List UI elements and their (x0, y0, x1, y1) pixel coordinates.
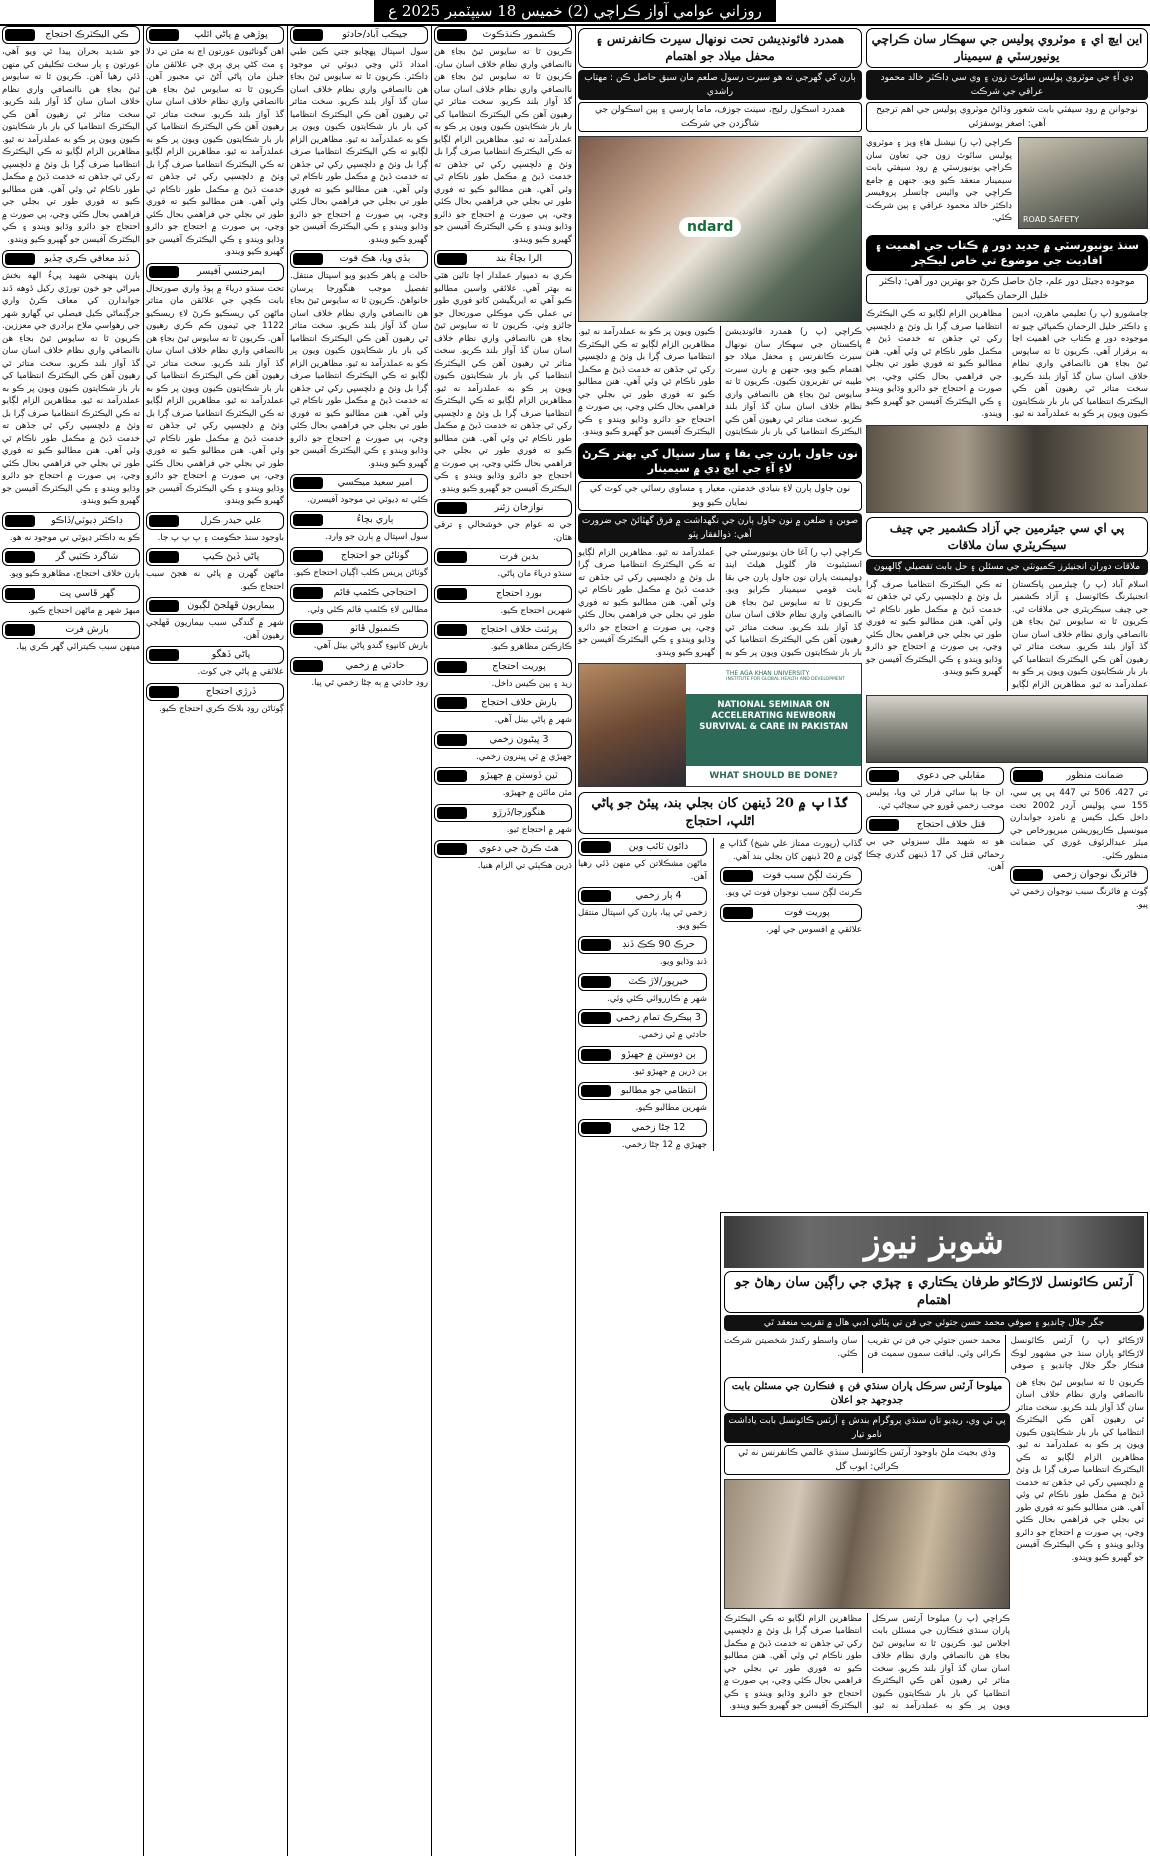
section-title: ضمانت منظور (1066, 770, 1124, 781)
news-brief (578, 936, 707, 969)
header-tab-block (581, 841, 611, 853)
section-header (578, 1082, 707, 1100)
section-title: گهر ڦاسي پت (59, 587, 115, 599)
header-tab-block (5, 588, 35, 600)
news-brief (434, 548, 572, 581)
section-header (434, 694, 572, 712)
section-body: اهن گوناڻيون عورتون اڄ به مٿن تي دلا ۽ مٽ کڻي ٻري ٻري جي علائقن مان جبلن مان پاڻي آڻڻ تي مجبور آهن. ڪريون ٿا ته سايوس ٿيڻ بجاءِ هن ناانصافي واري نظام خلاف اسان سان گڏ آواز بلند ڪريو. سخت متاثر ٿي رهيون آهن ڪي اليڪٽرڪ انتظاميا کي بار بار شڪايتون ڪيون ويون پر ڪو به عملدرآمد نه ٿيو. مظاهرين الزام لڳايو ته ڪي اليڪٽرڪ انتظاميا صرف ڳرا بل وٺڻ ۾ دلچسپي رکي ٿي جڏهن ته خدمت ڏيڻ ۾ مڪمل طور ناڪام ٿي وئي آهي. هنن مطالبو ڪيو ته فوري طور تي بجلي جي فراهمي بحال ڪئي وڃي، ٻي صورت ۾ احتجاج جو دائرو وڌايو ويندو ۽ ڪي اليڪٽرڪ آفيسن جو گهيرو ڪيو ويندو. (146, 47, 284, 257)
headline-sindh-university: سنڌ يونيورسٽي ۾ جديد دور ۾ ڪتاب جي اهميت ۽ افاديت جي موضوع تي خاص ليڪچر (866, 235, 1148, 271)
section-header (146, 597, 284, 615)
news-brief (434, 694, 572, 727)
header-tab-block (149, 29, 179, 41)
lower-area (578, 838, 862, 1151)
section-title: بيماريون ڦهلجڻ لڳيون (187, 600, 275, 611)
section-title: بارش خلاف احتجاج (481, 697, 557, 708)
story-sindh-university-body: ڄامشورو (پ ر) تعليمي ماهرن، اديبن ۽ ڊاڪٽر خليل الرحمان ڪمپاڻي چيو ته موجوده دور ۾ ڪتاب جي اهميت اڃا به برقرار آهي. ڪريون ٿا ته سايوس ٿيڻ بجاءِ هن ناانصافي واري نظام خلاف اسان سان گڏ آواز بلند ڪريو. سخت متاثر ٿي رهيون آهن ڪي اليڪٽرڪ انتظاميا کي بار بار شڪايتون ڪيون ويون پر ڪو به عملدرآمد نه ٿيو. مظاهرين الزام لڳايو ته ڪي اليڪٽرڪ انتظاميا صرف ڳرا بل وٺڻ ۾ دلچسپي رکي ٿي جڏهن ته خدمت ڏيڻ ۾ مڪمل طور ناڪام ٿي وئي آهي. هنن مطالبو ڪيو ته فوري طور تي بجلي جي فراهمي بحال ڪئي وڃي، ٻي صورت ۾ احتجاج جو دائرو وڌايو ويندو ۽ ڪي اليڪٽرڪ آفيسن جو گهيرو ڪيو ويندو. (866, 309, 1148, 419)
seminar-banner (686, 664, 861, 786)
section-header (2, 26, 140, 44)
header-tab-block (581, 1122, 611, 1134)
headline-arts-council: آرٽس ڪائونسل لاڙڪاڻو طرفان يڪتاري ۽ چپڙي جي راڳين سان رهاڻ جو اهتمام (724, 1271, 1144, 1313)
section-header (720, 867, 862, 885)
header-tab-block (437, 588, 467, 600)
news-brief (146, 597, 284, 642)
header-tab-block (1013, 869, 1043, 881)
header-tab-block (293, 623, 323, 635)
section-body: ميهڙ شهر ۾ ماڻهن احتجاج ڪيو. (28, 605, 140, 616)
section-header (578, 1046, 707, 1064)
section-title: نوازخان زئنر (494, 502, 544, 513)
section-title: ٻڏي ويا، هڪ فوت (339, 253, 411, 264)
section-header (578, 936, 707, 954)
header-tab-block (437, 551, 467, 563)
section-body: شهر ۾ گندگي سبب بيماريون ڦهلجي رهيون آهن. (146, 618, 284, 641)
section-header (290, 657, 428, 675)
side-sections-right (1010, 767, 1148, 911)
section-title: پوريت فوت (784, 906, 830, 918)
section-title: قتل خلاف احتجاج (916, 819, 986, 830)
section-body: سنڌو درياءَ مان پاڻي. (497, 569, 572, 579)
section-title: 3 ٻيڪرڪ تمام زخمي (616, 1012, 701, 1023)
section-body: علائقي ۾ افسوس جي لهر. (766, 924, 862, 935)
news-brief (434, 621, 572, 654)
section-body: شهرين مطالبو ڪيو. (635, 1103, 707, 1113)
story-newborn-body: ڪراچي (پ ر) آغا خان يونيورسٽي جي انسٽيٽيوٽ فار گلوبل هيلٿ اينڊ ڊولپمينٽ پاران نون جاول ٻارن جي بقا بابت قومي سيمينار ڪرايو ويو. ڪريون ٿا ته سايوس ٿيڻ بجاءِ هن ناانصافي واري نظام خلاف اسان سان گڏ آواز بلند ڪريو. سخت متاثر ٿي رهيون آهن ڪي اليڪٽرڪ انتظاميا کي بار بار شڪايتون ڪيون ويون پر ڪو به عملدرآمد نه ٿيو. مظاهرين الزام لڳايو ته ڪي اليڪٽرڪ انتظاميا صرف ڳرا بل وٺڻ ۾ دلچسپي رکي ٿي جڏهن ته خدمت ڏيڻ ۾ مڪمل طور ناڪام ٿي وئي آهي. هنن مطالبو ڪيو ته فوري طور تي بجلي جي فراهمي بحال ڪئي وڃي، ٻي صورت ۾ احتجاج جو دائرو وڌايو ويندو ۽ ڪي اليڪٽرڪ آفيسن جو گهيرو ڪيو ويندو. (578, 547, 862, 658)
header-tab-block (723, 907, 753, 919)
news-brief (578, 1082, 707, 1115)
section-title: فائرنگ نوجوان زخمي (1052, 869, 1138, 880)
header-tab-block (149, 600, 179, 612)
masthead-title: روزاني عوامي آواز ڪراچي (2) خميس 18 سيپٽمبر 2025 ع (374, 0, 776, 22)
section-body: باوجود سنڌ حڪومت ۽ پ پ پ جا. (157, 532, 284, 543)
news-brief (434, 26, 572, 246)
section-title: خيرپور/لاڙ ڪٽ (628, 975, 689, 987)
banner-title: NATIONAL SEMINAR ON ACCELERATING NEWBORN SURVIVAL & CARE IN PAKISTAN (686, 694, 861, 766)
section-header (434, 548, 572, 566)
section-body: ڏنڊ وڌايو ويو. (659, 957, 707, 967)
news-brief (2, 512, 140, 545)
section-title: ڪرنٽ لڳڻ سبب فوت (762, 870, 852, 881)
header-tab-block (5, 624, 35, 636)
header-tab-block (149, 515, 179, 527)
header-tab-block (5, 551, 35, 563)
header-tab-block (581, 976, 611, 988)
news-brief (146, 26, 284, 259)
section-body: روڊ حادثي ۾ ٻه ڄڻا زخمي ٿي پيا. (311, 677, 428, 688)
news-brief (146, 683, 284, 716)
story-nha-body: ڪراچي (پ ر) نيشنل هاءِ ويز ۽ موٽروي پوليس سائوٿ زون جي تعاون سان ڪراچي يونيورسٽي ۾ روڊ سيفٽي بابت سيمينار منعقد ڪيو ويو. جنهن ۾ جامع ڪراچي جي وائيس چانسلر پروفيسر ڊاڪٽر خالد محمود عراقي ۽ ٻين شرڪت ڪئي. (866, 138, 1012, 223)
gadap-column (720, 838, 862, 1151)
header-tab-block (293, 550, 323, 562)
section-body: تي 427، 506 تي 447 پي پي سي، 155 سي پوليس آرڊر 2002 تحت داخل ڪيل ڪيس ۾ نامزد جوابدارن ميونسپل ڪارپوريشن ميرپورخاص جي ميئر عبدالرئوف غوري کي ضمانت منظور ڪئي. (1010, 788, 1148, 861)
header-tab-block (437, 29, 467, 41)
story-pec-body: اسلام آباد (پ ر) چيئرمين پاڪستان انجنيئرنگ ڪائونسل ۽ آزاد ڪشمير جي چيف سيڪريٽري جي ملاقات ٿي. ڪريون ٿا ته سايوس ٿيڻ بجاءِ هن ناانصافي واري نظام خلاف اسان سان گڏ آواز بلند ڪريو. سخت متاثر ٿي رهيون آهن ڪي اليڪٽرڪ انتظاميا کي بار بار شڪايتون ڪيون ويون پر ڪو به عملدرآمد نه ٿيو. مظاهرين الزام لڳايو ته ڪي اليڪٽرڪ انتظاميا صرف ڳرا بل وٺڻ ۾ دلچسپي رکي ٿي جڏهن ته خدمت ڏيڻ ۾ مڪمل طور ناڪام ٿي وئي آهي. هنن مطالبو ڪيو ته فوري طور تي بجلي جي فراهمي بحال ڪئي وڃي، ٻي صورت ۾ احتجاج جو دائرو وڌايو ويندو ۽ ڪي اليڪٽرڪ آفيسن جو گهيرو ڪيو ويندو. (866, 579, 1148, 690)
section-body: ماڻهن گهرن ۾ پاڻي نه هجڻ سبب احتجاج ڪيو. (146, 569, 284, 592)
section-title: بارش فرت (65, 624, 109, 635)
section-title: ايمرجنسي آفيسر (197, 265, 265, 277)
section-header (578, 887, 707, 905)
section-title: ڏرڙي احتجاج (205, 685, 257, 697)
header-tab-block (149, 551, 179, 563)
headline-hamdard: همدرد فائونڊيشن تحت نونهال سيرت ڪانفرنس ۽ محفل ميلاد جو اهتمام (578, 28, 862, 68)
section-header (290, 547, 428, 565)
section-header (290, 474, 428, 492)
section-header (434, 621, 572, 639)
news-brief (146, 263, 284, 508)
section-header (2, 621, 140, 639)
lower-column-sections (578, 838, 707, 1151)
section-body: ڪري به ذميوار عملدار اچا تائين هٽي نه بهتر آهي. علائقي واسين مطالبو ڪيو آهي ته ايريگيشن کاتو فوري طور تي عملي ڪي موڪلي صورتحال جو جائزو وٺي. ڪريون ٿا ته سايوس ٿيڻ بجاءِ هن ناانصافي واري نظام خلاف اسان سان گڏ آواز بلند ڪريو. سخت متاثر ٿي رهيون آهن ڪي اليڪٽرڪ انتظاميا کي بار بار شڪايتون ڪيون ويون پر ڪو به عملدرآمد نه ٿيو. مظاهرين الزام لڳايو ته ڪي اليڪٽرڪ انتظاميا صرف ڳرا بل وٺڻ ۾ دلچسپي رکي ٿي جڏهن ته خدمت ڏيڻ ۾ مڪمل طور ناڪام ٿي وئي آهي. هنن مطالبو ڪيو ته فوري طور تي بجلي جي فراهمي بحال ڪئي وڃي، ٻي صورت ۾ احتجاج جو دائرو وڌايو ويندو ۽ ڪي اليڪٽرڪ آفيسن جو گهيرو ڪيو ويندو. (434, 271, 572, 494)
section-title: ڪي اليڪٽرڪ احتجاج (45, 29, 129, 40)
section-header (434, 26, 572, 44)
section-header (434, 585, 572, 603)
section-body: بارش کانپوءِ گندو پاڻي بيٺل آهي. (313, 641, 428, 651)
section-header (146, 548, 284, 566)
section-header (290, 620, 428, 638)
section-body: جهيڙي ۾ 12 ڄڻا زخمي. (621, 1139, 707, 1150)
news-brief (290, 547, 428, 580)
header-tab-block (5, 29, 35, 41)
section-title: ٻاري بچاءُ (356, 513, 394, 525)
subhead-melucha-2: وڏي بجيٽ ملڻ باوجود آرٽس ڪائونسل سنڌي عالمي ڪانفرنس نه ٿي ڪرائي: ايوب گل (724, 1445, 1010, 1475)
news-column (434, 26, 572, 873)
news-brief (578, 1119, 707, 1152)
news-brief (290, 620, 428, 653)
divider (713, 838, 714, 1151)
section-header (1010, 866, 1148, 884)
column-hamdard (578, 28, 862, 1151)
section-body: جي ته عوام جي خوشحالي ۽ ترقي هٽان. (434, 520, 572, 543)
news-brief (146, 548, 284, 593)
section-title: 12 ڄڻا زخمي (631, 1121, 686, 1133)
section-header (290, 26, 428, 44)
section-title: الرا بچاءُ بند (495, 253, 543, 264)
section-title: مقابلي جي دعوي (916, 770, 986, 781)
section-body: زيد ۽ ٻين ڪيس داخل. (491, 678, 572, 689)
news-brief (434, 804, 572, 837)
news-brief (720, 904, 862, 937)
news-brief (290, 511, 428, 544)
section-title: ٽين ڏوستن ۾ جهيڙو (480, 770, 558, 781)
photo-hamdard-conference (578, 136, 862, 322)
section-title: علي حيدر ڪرل (200, 514, 262, 526)
section-body: علائقي ۾ پاڻي جي کوٽ. (197, 667, 284, 677)
header-tab-block (293, 660, 323, 672)
section-title: بدين فرت (499, 551, 539, 562)
news-brief (2, 548, 140, 581)
subhead-pec: ملاقات دوران انجنيئرز ڪميونٽي جي مسئلن ۽ حل بابت تفصيلي ڳالهيون (866, 559, 1148, 575)
section-header (578, 1119, 707, 1137)
banner-question: WHAT SHOULD BE DONE? (709, 771, 838, 781)
section-title: ڏنڊ معافي ڪري ڇڏيو (44, 253, 130, 264)
section-header (2, 512, 140, 530)
hamdard-logo-text: ndard (679, 217, 741, 237)
section-body: شهر ۾ پاڻي بيٺل آهي. (494, 715, 572, 725)
section-header (290, 584, 428, 602)
section-header (720, 904, 862, 922)
section-header (434, 250, 572, 268)
section-body: سول اسپتال پهچايو جتي ڪين طبي امداد ڏئي وڃي ڊيوٽي تي موجود ڊاڪٽر. ڪريون ٿا ته سايوس ٿيڻ بجاءِ هن ناانصافي واري نظام خلاف اسان سان گڏ آواز بلند ڪريو. سخت متاثر ٿي رهيون آهن ڪي اليڪٽرڪ انتظاميا کي بار بار شڪايتون ڪيون ويون پر ڪو به عملدرآمد نه ٿيو. مظاهرين الزام لڳايو ته ڪي اليڪٽرڪ انتظاميا صرف ڳرا بل وٺڻ ۾ دلچسپي رکي ٿي جڏهن ته خدمت ڏيڻ ۾ مڪمل طور ناڪام ٿي وئي آهي. هنن مطالبو ڪيو ته فوري طور تي بجلي جي فراهمي بحال ڪئي وڃي، ٻي صورت ۾ احتجاج جو دائرو وڌايو ويندو ۽ ڪي اليڪٽرڪ آفيسن جو گهيرو ڪيو ويندو. (290, 47, 428, 245)
section-header (290, 511, 428, 529)
showbiz-banner: شوبز نيوز (724, 1216, 1144, 1268)
section-body: زخمي ٿي پيا، ٻارن کي اسپتال منتقل ڪيو ويو. (578, 908, 707, 931)
news-brief (866, 816, 1004, 874)
news-brief (434, 499, 572, 544)
section-body: ماڻهن مشڪلاتن کي منهن ڏئي رهيا آهن. (578, 859, 707, 882)
speaker-image (579, 664, 686, 786)
photo-police-officer (1018, 137, 1148, 229)
section-title: بورڊ احتجاج (496, 587, 542, 599)
header-tab-block (581, 1049, 611, 1061)
section-header (434, 499, 572, 517)
section-title: شاگرد ڪٽيي گر (55, 551, 119, 562)
news-brief (2, 26, 140, 246)
banner-org-sub: INSTITUTE FOR GLOBAL HEALTH AND DEVELOPMENT (726, 677, 845, 682)
lower-right-sections (720, 867, 862, 936)
section-title: حادثي ۾ زخمي (345, 659, 405, 671)
subhead-hamdard-2: همدرد اسڪول رليج، سينٽ جوزف، ماما پارسي ۽ ٻين اسڪولن جي شاگردن جي شرڪت (578, 102, 862, 132)
section-header (434, 804, 572, 822)
column-divider (431, 26, 432, 1856)
subhead-nha-2: نوجوانن ۾ روڊ سيفٽي بابت شعور وڌائڻ موٽروي پوليس جي اهم ترجيح آهي: اصغر يوسفزئي (866, 102, 1148, 132)
header-tab-block (581, 890, 611, 902)
section-title: هٿ ڪرڻ جي دعوي (479, 843, 559, 854)
headline-melucha-arts: ميلوحا آرٽس سرڪل پاران سنڌي فن ۽ فنڪارن جي مسئلن بابت جدوجهد جو اعلان (724, 1377, 1010, 1411)
news-brief (2, 621, 140, 654)
section-body: شهرين احتجاج ڪيو. (500, 605, 572, 616)
column-divider (575, 26, 576, 1856)
header-tab-block (293, 29, 323, 41)
section-header (434, 767, 572, 785)
subhead-arts-council: جگر جلال چانڊيو ۽ صوفي محمد حسن جتوئي جي فن تي پٽائي ادبي هال ۾ تقريب منعقد ٿي (724, 1315, 1144, 1331)
section-header (146, 512, 284, 530)
section-header (146, 646, 284, 664)
header-tab-block (149, 649, 179, 661)
section-title: احتجاجي ڪئمپ قائم (333, 586, 417, 598)
headline-newborn-seminar: نون جاول ٻارن جي بقا ۽ سار سنڀال کي بهتر ڪرڻ لاءِ آءِ جي ايڇ ڊي ۾ سيمينار (578, 443, 862, 479)
header-tab-block (437, 661, 467, 673)
section-header (2, 548, 140, 566)
subhead-melucha-1: پي ٽي وي، ريڊيو تان سنڌي پروگرام بندش ۽ آرٽس ڪائونسل بابت ياداشت نامو تيار (724, 1413, 1010, 1443)
photo-caption-text: ROAD SAFETY (1023, 215, 1080, 224)
news-column (2, 26, 140, 654)
section-header (146, 263, 284, 281)
section-title: دائون ٽائب وين (628, 841, 689, 852)
subhead-newborn-1: نون جاول ٻارن لاءِ بنيادي خدمتن، معيار ۽ مساوي رسائي جي کوٽ کي نمايان ڪيو ويو (578, 481, 862, 511)
showbiz-section (720, 1212, 1148, 1717)
section-header (2, 585, 140, 603)
story-hamdard-body: ڪراچي (پ ر) همدرد فائونڊيشن پاڪستان جي سهڪار سان نونهال سيرت ڪانفرنس ۽ محفل ميلاد جو اهتمام ڪيو ويو، جنهن ۾ ٻارن سيرت طيبه تي تقريرون ڪيون. ڪريون ٿا ته سايوس ٿيڻ بجاءِ هن ناانصافي واري نظام خلاف اسان سان گڏ آواز بلند ڪريو. سخت متاثر ٿي رهيون آهن ڪي اليڪٽرڪ انتظاميا کي بار بار شڪايتون ڪيون ويون پر ڪو به عملدرآمد نه ٿيو. مظاهرين الزام لڳايو ته ڪي اليڪٽرڪ انتظاميا صرف ڳرا بل وٺڻ ۾ دلچسپي رکي ٿي جڏهن ته خدمت ڏيڻ ۾ مڪمل طور ناڪام ٿي وئي آهي. هنن مطالبو ڪيو ته فوري طور تي بجلي جي فراهمي بحال ڪئي وڃي، ٻي صورت ۾ احتجاج جو دائرو وڌايو ويندو ۽ ڪي اليڪٽرڪ آفيسن جو گهيرو ڪيو ويندو. (578, 327, 862, 437)
header-tab-block (293, 587, 323, 599)
headline-nha: اين ايچ اي ۽ موٽروي پوليس جي سهڪار سان ڪراچي يونيورسٽي ۾ سيمينار (866, 28, 1148, 68)
section-body: ٻارن خلاف احتجاج، مظاهرو ڪيو ويو. (8, 569, 140, 579)
section-title: حرڪ 90 ڪڪ ڏنڊ (622, 939, 695, 950)
column-divider (287, 26, 288, 1856)
news-brief (434, 767, 572, 800)
section-body: ڌرين هڪٻئي تي الزام هنيا. (477, 861, 572, 871)
section-title: ڊاڪٽر ڊيوٽي/ڏاڪو (51, 514, 123, 526)
subhead-hamdard-1: ٻارن کي گهرجي ته هو سيرت رسول صلعم مان سبق حاصل ڪن : مهتاب راشدي (578, 70, 862, 100)
news-brief (434, 731, 572, 764)
header-tab-block (437, 502, 467, 514)
news-column (290, 26, 428, 689)
story-arts-council-body: لاڙڪاڻو (پ ر) آرٽس ڪائونسل لاڙڪاڻو پاران سنڌ جي مشهور لوڪ فنڪار جگر جلال چانڊيو ۽ صوفي محمد حسن جتوئي جي فن تي تقريب ڪرائي وئي. لياقت سمون سميت فن سان واسطو رکندڙ شخصيتن شرڪت ڪئي. (724, 1336, 1144, 1371)
news-brief (866, 767, 1004, 812)
photo-artists-meeting (724, 1479, 1010, 1609)
section-title: پاڻي ڏيڻ ڪيپ (202, 551, 260, 562)
subhead-sindh-university: موجوده ڊجيٽل دور علم، ڄاڻ حاصل ڪرڻ جو بهترين دور آهي: ڊاڪٽر خليل الرحمان ڪمپاڻي (866, 274, 1148, 304)
section-title: پوريت احتجاج (492, 660, 546, 672)
section-header (1010, 767, 1148, 785)
news-brief (434, 840, 572, 873)
section-body: ڳوٺ ۾ فائرنگ سبب نوجوان زخمي ٿي پيو. (1010, 887, 1148, 910)
section-body: مينهن سبب ڪيترائي گهر ڪري پيا. (16, 642, 140, 652)
section-body: تحت سنڌو درياءَ ۾ ٻوڏ واري صورتحال بابت ڪچي جي علائقن مان متاثر ماڻهن کي ريسڪيو ڪرڻ لاءِ ريسڪيو 1122 جي ٽيمون ڪم ڪري رهيون آهن. ڪريون ٿا ته سايوس ٿيڻ بجاءِ هن ناانصافي واري نظام خلاف اسان سان گڏ آواز بلند ڪريو. سخت متاثر ٿي رهيون آهن ڪي اليڪٽرڪ انتظاميا کي بار بار شڪايتون ڪيون ويون پر ڪو به عملدرآمد نه ٿيو. مظاهرين الزام لڳايو ته ڪي اليڪٽرڪ انتظاميا صرف ڳرا بل وٺڻ ۾ دلچسپي رکي ٿي جڏهن ته خدمت ڏيڻ ۾ مڪمل طور ناڪام ٿي وئي آهي. هنن مطالبو ڪيو ته فوري طور تي بجلي جي فراهمي بحال ڪئي وڃي، ٻي صورت ۾ احتجاج جو دائرو وڌايو ويندو ۽ ڪي اليڪٽرڪ آفيسن جو گهيرو ڪيو ويندو. (146, 283, 284, 506)
photo-lecture-audience (866, 425, 1148, 513)
section-body: ٻن ڌرين ۾ جهيڙو ٿيو. (632, 1066, 707, 1077)
section-title: گوٺاڻن جو احتجاج (340, 550, 410, 561)
section-title: امير سعيد ميڪسي (337, 477, 413, 488)
news-brief (290, 657, 428, 690)
header-tab-block (5, 253, 35, 265)
section-title: پاڻي ڏهگو (211, 649, 251, 660)
section-body: شهر ۾ ڪارروائي ڪئي وئي. (607, 993, 707, 1004)
news-column (146, 26, 284, 715)
section-body: ڪارڪنن مظاهرو ڪيو. (490, 642, 572, 652)
news-brief (720, 867, 862, 900)
header-tab-block (293, 514, 323, 526)
section-header (578, 973, 707, 991)
header-tab-block (869, 819, 899, 831)
photo-meeting (866, 695, 1148, 763)
headline-gadap: گڏاپ ۾ 20 ڏينهن کان بجلي بند، پيئڻ جو پاڻي اٿلپ، احتجاج (578, 792, 862, 834)
section-title: ٻن دوستن ۾ جهيڙو (621, 1048, 696, 1060)
header-tab-block (869, 770, 899, 782)
section-title: هنگورجا/ڏرڙو (492, 806, 546, 818)
section-body: ڪئي ته ڊيوٽي تي موجود آفيسرن. (307, 495, 428, 505)
header-tab-block (149, 266, 179, 278)
section-body: مٽن مائٽن ۾ جهيڙو. (502, 788, 572, 798)
section-body: جهيڙي ۾ ٽي ڀينرون زخمي. (476, 751, 572, 762)
news-brief (146, 512, 284, 545)
news-brief (2, 250, 140, 508)
story-gadap-body: گڏاپ (رپورٽ ممتاز علي شيخ) گڏاپ ۾ ڳوٺن ۾ 20 ڏينهن کان بجلي بند آهي. (720, 839, 862, 862)
section-body: ان جا ٻيا ساٿي فرار ٿي ويا، پوليس موجب زخمي ڦورو جي سڃاڻپ ٿي. (866, 788, 1004, 811)
section-body: جو شديد بحران پيدا ٿي ويو آهي، عورتون ۽ ٻار سخت تڪليفن کي منهن ڏئي رهيا آهن. ڪريون ٿا ته سايوس ٿيڻ بجاءِ هن ناانصافي واري نظام خلاف اسان سان گڏ آواز بلند ڪريو. سخت متاثر ٿي رهيون آهن ڪي اليڪٽرڪ انتظاميا کي بار بار شڪايتون ڪيون ويون پر ڪو به عملدرآمد نه ٿيو. مظاهرين الزام لڳايو ته ڪي اليڪٽرڪ انتظاميا صرف ڳرا بل وٺڻ ۾ دلچسپي رکي ٿي جڏهن ته خدمت ڏيڻ ۾ مڪمل طور ناڪام ٿي وئي آهي. هنن مطالبو ڪيو ته فوري طور تي بجلي جي فراهمي بحال ڪئي وڃي، ٻي صورت ۾ احتجاج جو دائرو وڌايو ويندو ۽ ڪي اليڪٽرڪ آفيسن جو گهيرو ڪيو ويندو. (2, 47, 140, 245)
section-body: مطالبن لاءِ ڪئمپ قائم ڪئي وئي. (307, 604, 428, 615)
header-tab-block (1013, 770, 1043, 782)
section-title: ڪشمور ڪنڌڪوٽ (482, 29, 556, 40)
header-tab-block (437, 624, 467, 636)
section-title: انتظامي جو مطالبو (620, 1085, 697, 1096)
headline-pec: پي اي سي جيئرمين جي آزاد ڪشمير جي چيف سيڪريٽري سان ملاقات (866, 517, 1148, 557)
subhead-nha-1: ڊي آءِ جي موٽروي پوليس سائوٿ زون ۽ وي سي ڊاڪٽر خالد محمود عراقي جي شرڪت (866, 70, 1148, 100)
section-body: ڪو به ڊاڪٽر ڊيوٽي تي موجود نه هو. (9, 532, 140, 543)
news-brief (1010, 767, 1148, 862)
section-header (578, 1009, 707, 1027)
news-brief (434, 250, 572, 495)
header-tab-block (437, 697, 467, 709)
header-tab-block (5, 515, 35, 527)
header-tab-block (437, 734, 467, 746)
header-tab-block (581, 939, 611, 951)
news-brief (290, 250, 428, 470)
news-brief (578, 838, 707, 883)
section-body: حالت ۾ ٻاهر ڪڍيو ويو اسپتال منتقل. تفصيل موجب هنگورجا پرسان خانواهڻ. ڪريون ٿا ته سايوس ٿيڻ بجاءِ هن ناانصافي واري نظام خلاف اسان سان گڏ آواز بلند ڪريو. سخت متاثر ٿي رهيون آهن ڪي اليڪٽرڪ انتظاميا کي بار بار شڪايتون ڪيون ويون پر ڪو به عملدرآمد نه ٿيو. مظاهرين الزام لڳايو ته ڪي اليڪٽرڪ انتظاميا صرف ڳرا بل وٺڻ ۾ دلچسپي رکي ٿي جڏهن ته خدمت ڏيڻ ۾ مڪمل طور ناڪام ٿي وئي آهي. هنن مطالبو ڪيو ته فوري طور تي بجلي جي فراهمي بحال ڪئي وڃي، ٻي صورت ۾ احتجاج جو دائرو وڌايو ويندو ۽ ڪي اليڪٽرڪ آفيسن جو گهيرو ڪيو ويندو. (290, 271, 429, 469)
header-tab-block (437, 770, 467, 782)
news-brief (2, 585, 140, 618)
section-body: ڪريون ٿا ته سايوس ٿيڻ بجاءِ هن ناانصافي واري نظام خلاف اسان سان. ڪريون ٿا ته سايوس ٿيڻ بجاءِ هن ناانصافي واري نظام خلاف اسان سان گڏ آواز بلند ڪريو. سخت متاثر ٿي رهيون آهن ڪي اليڪٽرڪ انتظاميا کي بار بار شڪايتون ڪيون ويون پر ڪو به عملدرآمد نه ٿيو. مظاهرين الزام لڳايو ته ڪي اليڪٽرڪ انتظاميا صرف ڳرا بل وٺڻ ۾ دلچسپي رکي ٿي جڏهن ته خدمت ڏيڻ ۾ مڪمل طور ناڪام ٿي وئي آهي. هنن مطالبو ڪيو ته فوري طور تي بجلي جي فراهمي بحال ڪئي وڃي، ٻي صورت ۾ احتجاج جو دائرو وڌايو ويندو ۽ ڪي اليڪٽرڪ آفيسن جو گهيرو ڪيو ويندو. (434, 47, 572, 245)
section-title: 4 ٻار زخمي (635, 890, 682, 901)
news-brief (578, 1046, 707, 1079)
section-body: ڳوٺاڻن روڊ بلاڪ ڪري احتجاج ڪيو. (159, 703, 284, 714)
section-header (290, 250, 428, 268)
header-tab-block (149, 686, 179, 698)
subhead-newborn-2: صوبن ۽ ضلعن ۾ نون جاول ٻارن جي نگهداشت ۾ فرق گهٽائڻ جي ضرورت آهي: ذوالفقار ڀٽو (578, 513, 862, 543)
section-body: حادثي ۾ ٽي زخمي. (638, 1030, 707, 1040)
section-body: ڪرنٽ لڳڻ سبب نوجوان فوت ٿي ويو. (725, 888, 862, 898)
header-tab-block (293, 477, 323, 489)
news-brief (290, 474, 428, 507)
header-tab-block (437, 807, 467, 819)
section-header (434, 731, 572, 749)
news-brief (146, 646, 284, 679)
header-tab-block (293, 253, 323, 265)
section-title: ڪنمبول ڦاٽو (350, 623, 400, 634)
section-body: گوٺاڻن پريس ڪلب اڳيان احتجاج ڪيو. (293, 568, 428, 578)
photo-newborn-seminar (578, 663, 862, 787)
section-title: جيڪب آباد/حادثو (342, 29, 408, 40)
section-body: سول اسپتال ۾ ٻارن جو وارڊ. (325, 531, 428, 542)
section-title: پرئنٽ خلاف احتجاج (480, 624, 558, 635)
news-brief (290, 584, 428, 617)
header-tab-block (437, 253, 467, 265)
section-title: پوڙهي ۾ پاڻي اٿلپ (194, 29, 268, 40)
section-header (434, 658, 572, 676)
news-brief (578, 887, 707, 932)
section-header (146, 26, 284, 44)
section-body: ٻارن پنهنجي شهيد پيءُ الهه بخش ميراڻي جو خون تورڙي رکيل ڏوهه ڏنڊ جوابدارن کي معاف ڪرڻ واري جرڳنماڻي ڪيل فيصلي تي گهارو شهر جي رهواسي ملاح برادري جي معززين. ڪريون ٿا ته سايوس ٿيڻ بجاءِ هن ناانصافي واري نظام خلاف اسان سان گڏ آواز بلند ڪريو. سخت متاثر ٿي رهيون آهن ڪي اليڪٽرڪ انتظاميا کي بار بار شڪايتون ڪيون ويون پر ڪو به عملدرآمد نه ٿيو. مظاهرين الزام لڳايو ته ڪي اليڪٽرڪ انتظاميا صرف ڳرا بل وٺڻ ۾ دلچسپي رکي ٿي جڏهن ته خدمت ڏيڻ ۾ مڪمل طور ناڪام ٿي وئي آهي. هنن مطالبو ڪيو ته فوري طور تي بجلي جي فراهمي بحال ڪئي وڃي، ٻي صورت ۾ احتجاج جو دائرو وڌايو ويندو ۽ ڪي اليڪٽرڪ آفيسن جو گهيرو ڪيو ويندو. (2, 271, 140, 506)
header-tab-block (581, 1085, 611, 1097)
section-header (578, 838, 707, 856)
masthead (0, 0, 1150, 22)
news-brief (578, 1009, 707, 1042)
section-header (146, 683, 284, 701)
news-brief (434, 658, 572, 691)
header-tab-block (437, 843, 467, 855)
section-header (866, 816, 1004, 834)
column-nha (866, 28, 1148, 911)
story-arts-council-body-2: ڪريون ٿا ته سايوس ٿيڻ بجاءِ هن ناانصافي واري نظام خلاف اسان سان گڏ آواز بلند ڪريو. سخت متاثر ٿي رهيون آهن ڪي اليڪٽرڪ انتظاميا کي بار بار شڪايتون ڪيون ويون پر ڪو به عملدرآمد نه ٿيو. مظاهرين الزام لڳايو ته ڪي اليڪٽرڪ انتظاميا صرف ڳرا بل وٺڻ ۾ دلچسپي رکي ٿي جڏهن ته خدمت ڏيڻ ۾ مڪمل طور ناڪام ٿي وئي آهي. هنن مطالبو ڪيو ته فوري طور تي بجلي جي فراهمي بحال ڪئي وڃي، ٻي صورت ۾ احتجاج جو دائرو وڌايو ويندو ۽ ڪي اليڪٽرڪ آفيسن جو گهيرو ڪيو ويندو. (1016, 1377, 1144, 1563)
news-brief (578, 973, 707, 1006)
side-sections-left (866, 767, 1004, 911)
news-brief (1010, 866, 1148, 911)
story-melucha-body: ڪراچي (پ ر) ميلوحا آرٽس سرڪل پاران سنڌي فنڪارن جي مسئلن بابت اجلاس ٿيو. ڪريون ٿا ته سايوس ٿيڻ بجاءِ هن ناانصافي واري نظام خلاف اسان سان گڏ آواز بلند ڪريو. سخت متاثر ٿي رهيون آهن ڪي اليڪٽرڪ انتظاميا کي بار بار شڪايتون ڪيون ويون پر ڪو به عملدرآمد نه ٿيو. مظاهرين الزام لڳايو ته ڪي اليڪٽرڪ انتظاميا صرف ڳرا بل وٺڻ ۾ دلچسپي رکي ٿي جڏهن ته خدمت ڏيڻ ۾ مڪمل طور ناڪام ٿي وئي آهي. هنن مطالبو ڪيو ته فوري طور تي بجلي جي فراهمي بحال ڪئي وڃي، ٻي صورت ۾ احتجاج جو دائرو وڌايو ويندو ۽ ڪي اليڪٽرڪ آفيسن جو گهيرو ڪيو ويندو. (724, 1613, 1010, 1711)
section-header (866, 767, 1004, 785)
banner-org: THE AGA KHAN UNIVERSITY (726, 670, 810, 677)
section-title: 3 ڀيڻيون زخمي (489, 733, 549, 745)
news-brief (290, 26, 428, 246)
section-header (2, 250, 140, 268)
section-header (434, 840, 572, 858)
section-body: شهر ۾ احتجاج ٿيو. (506, 824, 572, 835)
header-tab-block (723, 870, 753, 882)
section-body: هو ته شهيد ملل سبزوئي جي بي رحماڻي قتل کي 17 ڏينهن گذري چڪا آهن. (866, 837, 1004, 872)
news-brief (434, 585, 572, 618)
column-divider (143, 26, 144, 1856)
header-tab-block (581, 1012, 611, 1024)
